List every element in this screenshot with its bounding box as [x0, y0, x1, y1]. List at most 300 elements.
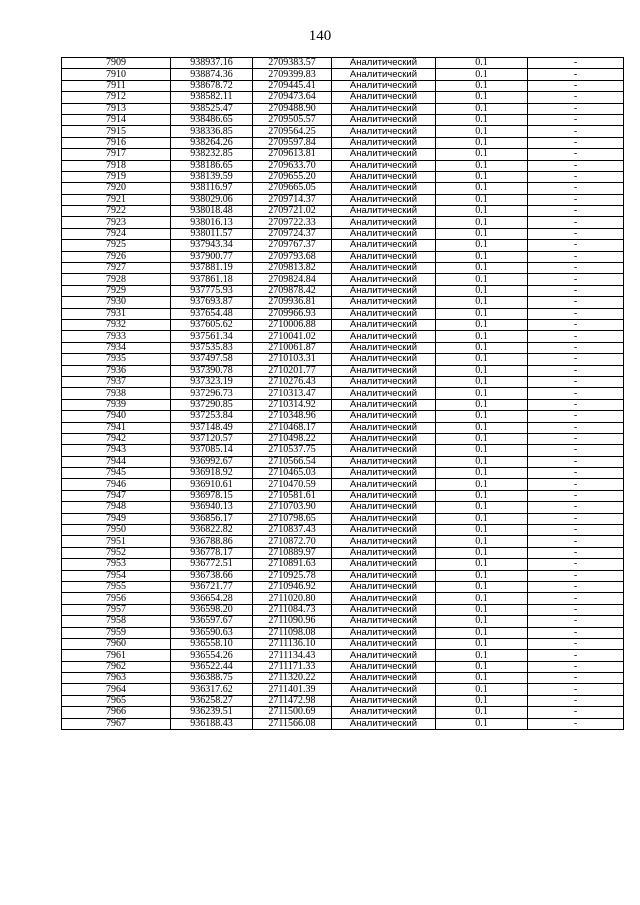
note-cell: -: [528, 342, 624, 353]
accuracy-cell: 0.1: [436, 263, 528, 274]
accuracy-cell: 0.1: [436, 114, 528, 125]
accuracy-cell: 0.1: [436, 433, 528, 444]
table-row: [62, 468, 624, 479]
y-coordinate-cell: 2710566.54: [253, 456, 332, 467]
x-coordinate-cell: 936554.26: [171, 650, 253, 661]
method-cell: Аналитический: [332, 593, 436, 604]
table-row: [62, 308, 624, 319]
point-number-cell: 7911: [62, 80, 171, 91]
table-row: [62, 376, 624, 387]
accuracy-cell: 0.1: [436, 228, 528, 239]
method-cell: Аналитический: [332, 707, 436, 718]
point-number-cell: 7965: [62, 695, 171, 706]
x-coordinate-cell: 936738.66: [171, 570, 253, 581]
x-coordinate-cell: 936598.20: [171, 604, 253, 615]
point-number-cell: 7917: [62, 149, 171, 160]
x-coordinate-cell: 937535.83: [171, 342, 253, 353]
note-cell: -: [528, 490, 624, 501]
note-cell: -: [528, 616, 624, 627]
point-number-cell: 7923: [62, 217, 171, 228]
accuracy-cell: 0.1: [436, 422, 528, 433]
x-coordinate-cell: 937693.87: [171, 297, 253, 308]
accuracy-cell: 0.1: [436, 274, 528, 285]
x-coordinate-cell: 938486.65: [171, 114, 253, 125]
x-coordinate-cell: 938186.65: [171, 160, 253, 171]
point-number-cell: 7954: [62, 570, 171, 581]
table-row: [62, 627, 624, 638]
note-cell: -: [528, 559, 624, 570]
y-coordinate-cell: 2711098.08: [253, 627, 332, 638]
table-row: [62, 58, 624, 69]
x-coordinate-cell: 938016.13: [171, 217, 253, 228]
method-cell: Аналитический: [332, 171, 436, 182]
x-coordinate-cell: 938336.85: [171, 126, 253, 137]
accuracy-cell: 0.1: [436, 513, 528, 524]
note-cell: -: [528, 160, 624, 171]
note-cell: -: [528, 137, 624, 148]
y-coordinate-cell: 2711320.22: [253, 673, 332, 684]
accuracy-cell: 0.1: [436, 171, 528, 182]
accuracy-cell: 0.1: [436, 331, 528, 342]
y-coordinate-cell: 2709966.93: [253, 308, 332, 319]
method-cell: Аналитический: [332, 160, 436, 171]
x-coordinate-cell: 936258.27: [171, 695, 253, 706]
table-row: [62, 616, 624, 627]
accuracy-cell: 0.1: [436, 194, 528, 205]
table-row: [62, 217, 624, 228]
method-cell: Аналитический: [332, 114, 436, 125]
point-number-cell: 7941: [62, 422, 171, 433]
accuracy-cell: 0.1: [436, 581, 528, 592]
x-coordinate-cell: 938937.16: [171, 58, 253, 69]
table-row: [62, 228, 624, 239]
point-number-cell: 7934: [62, 342, 171, 353]
table-row: [62, 149, 624, 160]
point-number-cell: 7932: [62, 319, 171, 330]
y-coordinate-cell: 2710061.87: [253, 342, 332, 353]
x-coordinate-cell: 936239.51: [171, 707, 253, 718]
method-cell: Аналитический: [332, 183, 436, 194]
x-coordinate-cell: 936788.86: [171, 536, 253, 547]
accuracy-cell: 0.1: [436, 217, 528, 228]
x-coordinate-cell: 937861.18: [171, 274, 253, 285]
x-coordinate-cell: 936558.10: [171, 638, 253, 649]
point-number-cell: 7948: [62, 502, 171, 513]
method-cell: Аналитический: [332, 616, 436, 627]
y-coordinate-cell: 2710498.22: [253, 433, 332, 444]
method-cell: Аналитический: [332, 365, 436, 376]
method-cell: Аналитический: [332, 547, 436, 558]
x-coordinate-cell: 937943.34: [171, 240, 253, 251]
method-cell: Аналитический: [332, 525, 436, 536]
accuracy-cell: 0.1: [436, 399, 528, 410]
method-cell: Аналитический: [332, 149, 436, 160]
accuracy-cell: 0.1: [436, 103, 528, 114]
table-row: [62, 661, 624, 672]
point-number-cell: 7931: [62, 308, 171, 319]
table-row: [62, 707, 624, 718]
point-number-cell: 7937: [62, 376, 171, 387]
y-coordinate-cell: 2710889.97: [253, 547, 332, 558]
x-coordinate-cell: 936522.44: [171, 661, 253, 672]
table-row: [62, 638, 624, 649]
method-cell: Аналитический: [332, 274, 436, 285]
table-row: [62, 160, 624, 171]
method-cell: Аналитический: [332, 559, 436, 570]
method-cell: Аналитический: [332, 194, 436, 205]
x-coordinate-cell: 936822.82: [171, 525, 253, 536]
accuracy-cell: 0.1: [436, 673, 528, 684]
x-coordinate-cell: 938874.36: [171, 69, 253, 80]
y-coordinate-cell: 2709399.83: [253, 69, 332, 80]
point-number-cell: 7958: [62, 616, 171, 627]
table-row: [62, 183, 624, 194]
x-coordinate-cell: 938264.26: [171, 137, 253, 148]
y-coordinate-cell: 2710470.59: [253, 479, 332, 490]
point-number-cell: 7914: [62, 114, 171, 125]
accuracy-cell: 0.1: [436, 342, 528, 353]
method-cell: Аналитический: [332, 490, 436, 501]
note-cell: -: [528, 513, 624, 524]
method-cell: Аналитический: [332, 388, 436, 399]
table-row: [62, 718, 624, 729]
y-coordinate-cell: 2711566.08: [253, 718, 332, 729]
accuracy-cell: 0.1: [436, 445, 528, 456]
method-cell: Аналитический: [332, 445, 436, 456]
accuracy-cell: 0.1: [436, 285, 528, 296]
point-number-cell: 7918: [62, 160, 171, 171]
x-coordinate-cell: 936590.63: [171, 627, 253, 638]
x-coordinate-cell: 937654.48: [171, 308, 253, 319]
note-cell: -: [528, 126, 624, 137]
accuracy-cell: 0.1: [436, 525, 528, 536]
point-number-cell: 7950: [62, 525, 171, 536]
y-coordinate-cell: 2709793.68: [253, 251, 332, 262]
accuracy-cell: 0.1: [436, 547, 528, 558]
method-cell: Аналитический: [332, 217, 436, 228]
point-number-cell: 7943: [62, 445, 171, 456]
x-coordinate-cell: 937881.19: [171, 263, 253, 274]
note-cell: -: [528, 650, 624, 661]
y-coordinate-cell: 2711134.43: [253, 650, 332, 661]
y-coordinate-cell: 2710314.92: [253, 399, 332, 410]
note-cell: -: [528, 433, 624, 444]
table-row: [62, 684, 624, 695]
x-coordinate-cell: 938525.47: [171, 103, 253, 114]
note-cell: -: [528, 58, 624, 69]
coordinates-table: [61, 57, 624, 730]
note-cell: -: [528, 627, 624, 638]
point-number-cell: 7940: [62, 411, 171, 422]
accuracy-cell: 0.1: [436, 319, 528, 330]
table-row: [62, 422, 624, 433]
table-row: [62, 604, 624, 615]
point-number-cell: 7924: [62, 228, 171, 239]
point-number-cell: 7952: [62, 547, 171, 558]
table-row: [62, 479, 624, 490]
method-cell: Аналитический: [332, 376, 436, 387]
table-row: [62, 445, 624, 456]
x-coordinate-cell: 937120.57: [171, 433, 253, 444]
table-row: [62, 342, 624, 353]
point-number-cell: 7944: [62, 456, 171, 467]
x-coordinate-cell: 937253.84: [171, 411, 253, 422]
note-cell: -: [528, 411, 624, 422]
point-number-cell: 7916: [62, 137, 171, 148]
accuracy-cell: 0.1: [436, 479, 528, 490]
point-number-cell: 7945: [62, 468, 171, 479]
y-coordinate-cell: 2709721.02: [253, 206, 332, 217]
accuracy-cell: 0.1: [436, 80, 528, 91]
table-row: [62, 126, 624, 137]
accuracy-cell: 0.1: [436, 297, 528, 308]
note-cell: -: [528, 388, 624, 399]
x-coordinate-cell: 938018.48: [171, 206, 253, 217]
note-cell: -: [528, 581, 624, 592]
method-cell: Аналитический: [332, 251, 436, 262]
accuracy-cell: 0.1: [436, 365, 528, 376]
x-coordinate-cell: 936317.62: [171, 684, 253, 695]
note-cell: -: [528, 718, 624, 729]
method-cell: Аналитический: [332, 331, 436, 342]
y-coordinate-cell: 2710872.70: [253, 536, 332, 547]
method-cell: Аналитический: [332, 69, 436, 80]
y-coordinate-cell: 2711136.10: [253, 638, 332, 649]
table-row: [62, 69, 624, 80]
accuracy-cell: 0.1: [436, 240, 528, 251]
point-number-cell: 7964: [62, 684, 171, 695]
table-row: [62, 581, 624, 592]
accuracy-cell: 0.1: [436, 468, 528, 479]
note-cell: -: [528, 502, 624, 513]
accuracy-cell: 0.1: [436, 627, 528, 638]
note-cell: -: [528, 92, 624, 103]
note-cell: -: [528, 673, 624, 684]
table-row: [62, 274, 624, 285]
x-coordinate-cell: 936654.28: [171, 593, 253, 604]
method-cell: Аналитический: [332, 58, 436, 69]
y-coordinate-cell: 2710468.17: [253, 422, 332, 433]
x-coordinate-cell: 937390.78: [171, 365, 253, 376]
table-row: [62, 399, 624, 410]
point-number-cell: 7939: [62, 399, 171, 410]
x-coordinate-cell: 938139.59: [171, 171, 253, 182]
x-coordinate-cell: 938011.57: [171, 228, 253, 239]
note-cell: -: [528, 149, 624, 160]
y-coordinate-cell: 2710348.96: [253, 411, 332, 422]
y-coordinate-cell: 2711500.69: [253, 707, 332, 718]
note-cell: -: [528, 376, 624, 387]
table-row: [62, 194, 624, 205]
accuracy-cell: 0.1: [436, 559, 528, 570]
accuracy-cell: 0.1: [436, 308, 528, 319]
accuracy-cell: 0.1: [436, 570, 528, 581]
method-cell: Аналитический: [332, 285, 436, 296]
x-coordinate-cell: 937497.58: [171, 354, 253, 365]
method-cell: Аналитический: [332, 513, 436, 524]
y-coordinate-cell: 2710465.03: [253, 468, 332, 479]
note-cell: -: [528, 365, 624, 376]
point-number-cell: 7938: [62, 388, 171, 399]
accuracy-cell: 0.1: [436, 536, 528, 547]
point-number-cell: 7915: [62, 126, 171, 137]
method-cell: Аналитический: [332, 581, 436, 592]
point-number-cell: 7935: [62, 354, 171, 365]
method-cell: Аналитический: [332, 354, 436, 365]
x-coordinate-cell: 936940.13: [171, 502, 253, 513]
method-cell: Аналитический: [332, 228, 436, 239]
note-cell: -: [528, 263, 624, 274]
note-cell: -: [528, 331, 624, 342]
x-coordinate-cell: 936388.75: [171, 673, 253, 684]
y-coordinate-cell: 2709473.64: [253, 92, 332, 103]
point-number-cell: 7919: [62, 171, 171, 182]
point-number-cell: 7922: [62, 206, 171, 217]
accuracy-cell: 0.1: [436, 92, 528, 103]
accuracy-cell: 0.1: [436, 58, 528, 69]
y-coordinate-cell: 2709488.90: [253, 103, 332, 114]
method-cell: Аналитический: [332, 297, 436, 308]
table-row: [62, 171, 624, 182]
x-coordinate-cell: 937148.49: [171, 422, 253, 433]
table-row: [62, 103, 624, 114]
y-coordinate-cell: 2710798.65: [253, 513, 332, 524]
point-number-cell: 7955: [62, 581, 171, 592]
table-row: [62, 650, 624, 661]
point-number-cell: 7960: [62, 638, 171, 649]
x-coordinate-cell: 937900.77: [171, 251, 253, 262]
table-row: [62, 354, 624, 365]
accuracy-cell: 0.1: [436, 593, 528, 604]
point-number-cell: 7925: [62, 240, 171, 251]
table-row: [62, 388, 624, 399]
table-row: [62, 319, 624, 330]
note-cell: -: [528, 285, 624, 296]
y-coordinate-cell: 2711020.80: [253, 593, 332, 604]
y-coordinate-cell: 2710103.31: [253, 354, 332, 365]
y-coordinate-cell: 2709613.81: [253, 149, 332, 160]
point-number-cell: 7912: [62, 92, 171, 103]
method-cell: Аналитический: [332, 422, 436, 433]
method-cell: Аналитический: [332, 263, 436, 274]
x-coordinate-cell: 938678.72: [171, 80, 253, 91]
method-cell: Аналитический: [332, 433, 436, 444]
y-coordinate-cell: 2710581.61: [253, 490, 332, 501]
table-row: [62, 137, 624, 148]
accuracy-cell: 0.1: [436, 502, 528, 513]
note-cell: -: [528, 547, 624, 558]
point-number-cell: 7909: [62, 58, 171, 69]
accuracy-cell: 0.1: [436, 251, 528, 262]
method-cell: Аналитический: [332, 456, 436, 467]
method-cell: Аналитический: [332, 240, 436, 251]
x-coordinate-cell: 937290.85: [171, 399, 253, 410]
y-coordinate-cell: 2709936.81: [253, 297, 332, 308]
point-number-cell: 7920: [62, 183, 171, 194]
table-row: [62, 502, 624, 513]
x-coordinate-cell: 937775.93: [171, 285, 253, 296]
note-cell: -: [528, 114, 624, 125]
x-coordinate-cell: 936721.77: [171, 581, 253, 592]
point-number-cell: 7967: [62, 718, 171, 729]
point-number-cell: 7953: [62, 559, 171, 570]
y-coordinate-cell: 2710537.75: [253, 445, 332, 456]
table-row: [62, 114, 624, 125]
note-cell: -: [528, 422, 624, 433]
x-coordinate-cell: 938232.85: [171, 149, 253, 160]
y-coordinate-cell: 2709665.05: [253, 183, 332, 194]
note-cell: -: [528, 536, 624, 547]
method-cell: Аналитический: [332, 627, 436, 638]
table-row: [62, 251, 624, 262]
x-coordinate-cell: 938116.97: [171, 183, 253, 194]
x-coordinate-cell: 937085.14: [171, 445, 253, 456]
x-coordinate-cell: 936910.61: [171, 479, 253, 490]
method-cell: Аналитический: [332, 399, 436, 410]
method-cell: Аналитический: [332, 206, 436, 217]
x-coordinate-cell: 936918.92: [171, 468, 253, 479]
accuracy-cell: 0.1: [436, 616, 528, 627]
method-cell: Аналитический: [332, 468, 436, 479]
y-coordinate-cell: 2709597.84: [253, 137, 332, 148]
point-number-cell: 7926: [62, 251, 171, 262]
note-cell: -: [528, 399, 624, 410]
table-row: [62, 331, 624, 342]
note-cell: -: [528, 103, 624, 114]
x-coordinate-cell: 938029.06: [171, 194, 253, 205]
table-row: [62, 433, 624, 444]
method-cell: Аналитический: [332, 80, 436, 91]
note-cell: -: [528, 274, 624, 285]
note-cell: -: [528, 319, 624, 330]
y-coordinate-cell: 2711084.73: [253, 604, 332, 615]
accuracy-cell: 0.1: [436, 661, 528, 672]
note-cell: -: [528, 445, 624, 456]
point-number-cell: 7959: [62, 627, 171, 638]
method-cell: Аналитический: [332, 411, 436, 422]
table-row: [62, 536, 624, 547]
y-coordinate-cell: 2711090.96: [253, 616, 332, 627]
x-coordinate-cell: 936778.17: [171, 547, 253, 558]
y-coordinate-cell: 2709505.57: [253, 114, 332, 125]
note-cell: -: [528, 251, 624, 262]
note-cell: -: [528, 707, 624, 718]
y-coordinate-cell: 2709633.70: [253, 160, 332, 171]
accuracy-cell: 0.1: [436, 388, 528, 399]
table-row: [62, 570, 624, 581]
note-cell: -: [528, 194, 624, 205]
note-cell: -: [528, 183, 624, 194]
note-cell: -: [528, 525, 624, 536]
accuracy-cell: 0.1: [436, 650, 528, 661]
table-row: [62, 547, 624, 558]
x-coordinate-cell: 936992.67: [171, 456, 253, 467]
method-cell: Аналитический: [332, 502, 436, 513]
table-row: [62, 559, 624, 570]
table-row: [62, 297, 624, 308]
method-cell: Аналитический: [332, 650, 436, 661]
method-cell: Аналитический: [332, 638, 436, 649]
point-number-cell: 7951: [62, 536, 171, 547]
table-row: [62, 206, 624, 217]
method-cell: Аналитический: [332, 718, 436, 729]
point-number-cell: 7961: [62, 650, 171, 661]
accuracy-cell: 0.1: [436, 183, 528, 194]
point-number-cell: 7963: [62, 673, 171, 684]
table-row: [62, 456, 624, 467]
method-cell: Аналитический: [332, 684, 436, 695]
x-coordinate-cell: 936188.43: [171, 718, 253, 729]
